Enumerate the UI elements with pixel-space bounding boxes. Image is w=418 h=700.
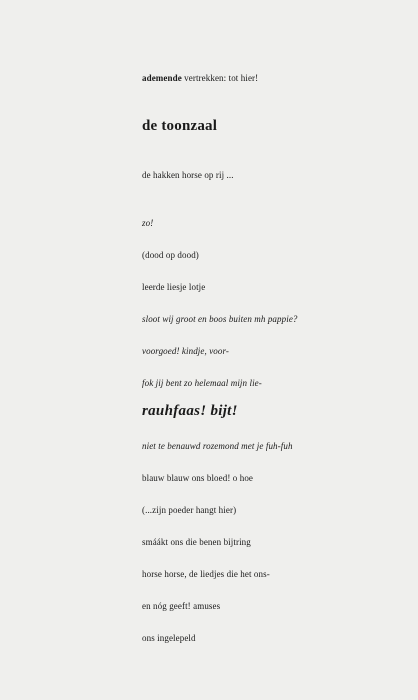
header-rest: vertrekken: tot hier! (181, 73, 259, 83)
poem-line: leerde liesje lotje (142, 282, 206, 292)
poem-title: de toonzaal (142, 118, 218, 134)
poem-line: horse horse, de liedjes die het ons- (142, 569, 270, 579)
poem-line-emphasis: rauhfaas! bijt! (142, 403, 238, 419)
poem-line: fok jij bent zo helemaal mijn lie- (142, 378, 262, 388)
poem-line: smáákt ons die benen bijtring (142, 537, 251, 547)
poem-line: zo! (142, 218, 154, 228)
poem-line: ons ingelepeld (142, 633, 196, 643)
poem-line: blauw blauw ons bloed! o hoe (142, 473, 254, 483)
header-bold-word: ademende (142, 73, 182, 83)
poem-line: (dood op dood) (142, 250, 199, 260)
poem-line: sloot wij groot en boos buiten mh pappie? (142, 314, 298, 324)
poem-line: en nóg geeft! amuses (142, 601, 221, 611)
poem-line: voorgoed! kindje, voor- (142, 346, 230, 356)
header-line (142, 72, 258, 84)
poem-line: niet te benauwd rozemond met je fuh-fuh (142, 441, 293, 451)
poem-line: (...zijn poeder hangt hier) (142, 505, 237, 515)
poem-line: de hakken horse op rij ... (142, 170, 234, 180)
